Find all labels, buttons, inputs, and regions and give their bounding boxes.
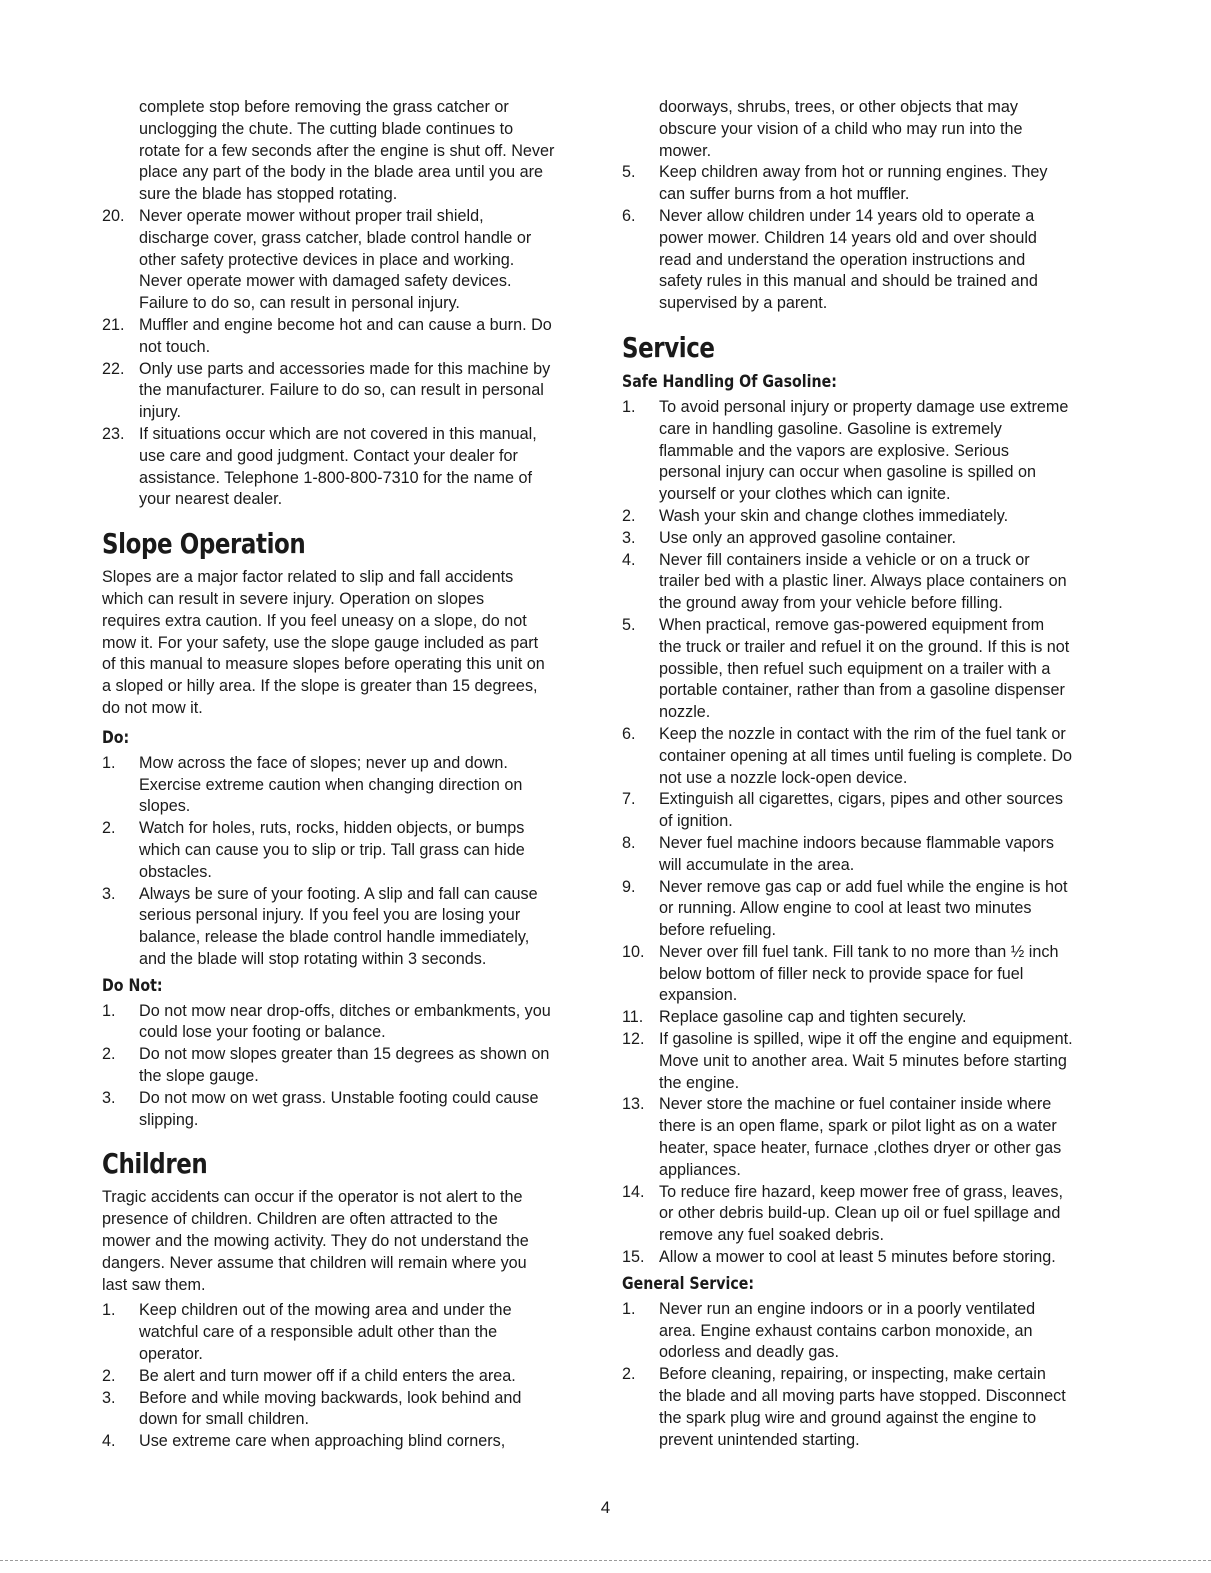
list-item	[622, 206, 1110, 315]
text-line: of this manual to measure slopes before operating this unit on	[102, 655, 545, 674]
general-service-list	[622, 1299, 1110, 1452]
list-item	[622, 162, 1110, 206]
item-text-line: power mower. Children 14 years old and over should	[659, 228, 1037, 247]
children-heading: Children	[102, 1147, 208, 1181]
list-item	[622, 789, 1110, 833]
item-text-line: Do not mow near drop-offs, ditches or embankments, you	[139, 1001, 551, 1020]
right-column	[622, 97, 1110, 1451]
item-text-line: discharge cover, grass catcher, blade control handle or	[139, 228, 532, 247]
item-text-line: If gasoline is spilled, wipe it off the engine and equipment.	[659, 1030, 1073, 1049]
item-number: 8.	[622, 833, 636, 852]
do-not-list	[102, 1001, 590, 1132]
item-text-line: the ground away from your vehicle before filling.	[659, 594, 1003, 613]
text-line: mow it. For your safety, use the slope gauge included as part	[102, 633, 539, 652]
item-number: 6.	[622, 724, 636, 743]
item-text-line: Before and while moving backwards, look behind and	[139, 1388, 522, 1407]
item-text-line: Do not mow slopes greater than 15 degrees as shown on	[139, 1045, 550, 1064]
item-text-line: read and understand the operation instructions and	[659, 250, 1026, 269]
item-text-line: down for small children.	[139, 1410, 310, 1429]
item-text-line: the truck or trailer and refuel it on the ground. If this is not	[659, 637, 1070, 656]
item-text-line: Move unit to another area. Wait 5 minutes before starting	[659, 1051, 1067, 1070]
item-text-line: If situations occur which are not covered in this manual,	[139, 424, 537, 443]
item-number: 1.	[622, 397, 636, 416]
item-number: 3.	[102, 1088, 116, 1107]
slope-intro-paragraph	[102, 567, 590, 720]
item-text-line: not use a nozzle lock-open device.	[659, 768, 908, 787]
item-text-line: Keep the nozzle in contact with the rim of the fuel tank or	[659, 724, 1066, 743]
item-number: 1.	[622, 1299, 636, 1318]
item-text-line: portable container, rather than from a gasoline dispenser	[659, 681, 1065, 700]
item-number: 23.	[102, 424, 125, 443]
continued-paragraph	[102, 97, 590, 206]
item-text-line: heater, space heater, furnace ,clothes dryer or other gas	[659, 1139, 1062, 1158]
item-text-line: care in handling gasoline. Gasoline is extremely	[659, 419, 1002, 438]
list-item	[102, 359, 590, 424]
item-text-line: Only use parts and accessories made for this machine by	[139, 359, 551, 378]
item-text-line: Always be sure of your footing. A slip and fall can cause	[139, 884, 538, 903]
page-number: 4	[600, 1498, 611, 1517]
list-item	[622, 877, 1110, 942]
list-item	[102, 315, 590, 359]
item-number: 4.	[622, 550, 636, 569]
item-number: 9.	[622, 877, 636, 896]
list-item	[622, 1364, 1110, 1451]
text-line: mower.	[659, 141, 712, 160]
text-line: complete stop before removing the grass catcher or	[139, 98, 509, 116]
list-item	[102, 753, 590, 818]
item-text-line: use care and good judgment. Contact your dealer for	[139, 446, 518, 465]
item-text-line: Allow a mower to cool at least 5 minutes before storing.	[659, 1248, 1056, 1267]
item-text-line: Mow across the face of slopes; never up and down.	[139, 753, 508, 772]
text-line: unclogging the chute. The cutting blade continues to	[139, 119, 514, 138]
item-text-line: expansion.	[659, 986, 738, 1005]
list-item	[102, 1300, 590, 1365]
item-text-line: Before cleaning, repairing, or inspecting, make certain	[659, 1365, 1046, 1384]
item-text-line: To reduce fire hazard, keep mower free of grass, leaves,	[659, 1182, 1063, 1201]
children-list-continued	[622, 162, 1110, 315]
item-number: 10.	[622, 942, 645, 961]
continued-children-item	[622, 97, 1110, 162]
item-number: 2.	[102, 1366, 116, 1385]
children-list	[102, 1300, 590, 1453]
item-text-line: injury.	[139, 403, 181, 422]
list-item	[622, 528, 1110, 550]
item-text-line: the manufacturer. Failure to do so, can result in personal	[139, 381, 544, 400]
item-text-line: container opening at all times until fueling is complete. Do	[659, 746, 1073, 765]
item-text-line: Never operate mower with damaged safety devices.	[139, 272, 512, 291]
list-item	[622, 1182, 1110, 1247]
list-item	[622, 833, 1110, 877]
item-number: 12.	[622, 1030, 645, 1049]
item-text-line: appliances.	[659, 1160, 741, 1179]
item-number: 2.	[102, 1045, 116, 1064]
item-text-line: the blade and all moving parts have stopped. Disconnect	[659, 1387, 1066, 1406]
item-text-line: Never fill containers inside a vehicle or on a truck or	[659, 550, 1030, 569]
do-not-heading: Do Not:	[102, 975, 163, 995]
list-item	[102, 818, 590, 883]
item-text-line: remove any fuel soaked debris.	[659, 1226, 884, 1245]
item-text-line: odorless and deadly gas.	[659, 1343, 839, 1362]
item-number: 2.	[622, 1365, 636, 1384]
item-text-line: Never remove gas cap or add fuel while the engine is hot	[659, 877, 1068, 896]
item-text-line: To avoid personal injury or property damage use extreme	[659, 397, 1069, 416]
item-text-line: nozzle.	[659, 703, 711, 722]
gasoline-heading: Safe Handling Of Gasoline:	[622, 371, 837, 391]
list-item	[622, 397, 1110, 506]
item-text-line: the engine.	[659, 1073, 740, 1092]
item-text-line: slipping.	[139, 1110, 199, 1129]
item-text-line: supervised by a parent.	[659, 294, 828, 313]
item-text-line: personal injury can occur when gasoline is spilled on	[659, 463, 1037, 482]
item-text-line: possible, then refuel such equipment on a trailer with a	[659, 659, 1051, 678]
item-number: 3.	[622, 528, 636, 547]
general-service-heading: General Service:	[622, 1273, 755, 1293]
item-text-line: Keep children away from hot or running engines. They	[659, 163, 1048, 182]
list-item	[622, 1299, 1110, 1364]
item-text-line: Never over fill fuel tank. Fill tank to no more than ½ inch	[659, 942, 1059, 961]
item-text-line: the slope gauge.	[139, 1067, 259, 1086]
item-text-line: below bottom of filler neck to provide space for fuel	[659, 964, 1024, 983]
list-item	[102, 1044, 590, 1088]
text-line: last saw them.	[102, 1275, 206, 1294]
item-text-line: other safety protective devices in place and working.	[139, 250, 515, 269]
item-text-line: or running. Allow engine to cool at least two minutes	[659, 899, 1032, 918]
item-number: 20.	[102, 206, 125, 225]
item-text-line: can suffer burns from a hot muffler.	[659, 185, 910, 204]
item-text-line: trailer bed with a plastic liner. Always place containers on	[659, 572, 1067, 591]
item-text-line: When practical, remove gas-powered equipment from	[659, 615, 1045, 634]
text-line: requires extra caution. If you feel uneasy on a slope, do not	[102, 611, 527, 630]
item-text-line: Keep children out of the mowing area and under the	[139, 1301, 512, 1320]
item-text-line: Wash your skin and change clothes immediately.	[659, 506, 1009, 525]
item-number: 1.	[102, 1301, 116, 1320]
left-column	[102, 97, 590, 1453]
list-item	[622, 1094, 1110, 1181]
item-text-line: or other debris build-up. Clean up oil or fuel spillage and	[659, 1204, 1061, 1223]
item-text-line: before refueling.	[659, 921, 776, 940]
item-text-line: will accumulate in the area.	[659, 855, 855, 874]
item-text-line: Use only an approved gasoline container.	[659, 528, 956, 547]
item-text-line: and the blade will stop rotating within 3 seconds.	[139, 949, 487, 968]
item-number: 2.	[102, 819, 116, 838]
item-text-line: of ignition.	[659, 812, 733, 831]
item-text-line: Muffler and engine become hot and can cause a burn. Do	[139, 315, 552, 334]
list-item	[622, 1029, 1110, 1094]
item-number: 13.	[622, 1095, 645, 1114]
item-text-line: there is an open flame, spark or pilot light as on a water	[659, 1117, 1057, 1136]
item-text-line: Watch for holes, ruts, rocks, hidden objects, or bumps	[139, 819, 525, 838]
item-text-line: Never operate mower without proper trail shield,	[139, 206, 484, 225]
service-heading: Service	[622, 330, 715, 364]
list-item	[102, 1388, 590, 1432]
item-text-line: yourself or your clothes which can ignite.	[659, 485, 951, 504]
item-number: 22.	[102, 359, 125, 378]
text-line: a sloped or hilly area. If the slope is greater than 15 degrees,	[102, 677, 538, 696]
list-item	[622, 1007, 1110, 1029]
item-text-line: assistance. Telephone 1-800-800-7310 for the name of	[139, 468, 532, 487]
list-item	[622, 1247, 1110, 1269]
list-item	[622, 615, 1110, 724]
item-text-line: safety rules in this manual and should be trained and	[659, 272, 1038, 291]
item-text-line: Use extreme care when approaching blind corners,	[139, 1432, 506, 1451]
item-number: 5.	[622, 615, 636, 634]
item-number: 1.	[102, 1001, 116, 1020]
list-item	[102, 1366, 590, 1388]
item-text-line: Be alert and turn mower off if a child enters the area.	[139, 1366, 516, 1385]
item-text-line: Never fuel machine indoors because flammable vapors	[659, 833, 1054, 852]
text-line: presence of children. Children are often attracted to the	[102, 1210, 498, 1229]
item-number: 4.	[102, 1432, 116, 1451]
text-line: mower and the mowing activity. They do not understand the	[102, 1232, 529, 1251]
text-line: do not mow it.	[102, 698, 203, 717]
list-item	[102, 1431, 590, 1453]
list-item	[102, 1001, 590, 1045]
text-line: sure the blade has stopped rotating.	[139, 185, 398, 204]
item-number: 5.	[622, 163, 636, 182]
item-number: 1.	[102, 753, 116, 772]
text-line: dangers. Never assume that children will remain where you	[102, 1253, 527, 1272]
do-list	[102, 753, 590, 971]
item-number: 3.	[102, 1388, 116, 1407]
list-item	[622, 724, 1110, 789]
bottom-rule	[0, 1560, 1211, 1561]
item-text-line: flammable and the vapors are explosive. Serious	[659, 441, 1010, 460]
item-text-line: operator.	[139, 1345, 203, 1364]
item-text-line: your nearest dealer.	[139, 490, 283, 509]
do-heading: Do:	[102, 727, 130, 747]
slope-operation-heading: Slope Operation	[102, 527, 306, 561]
item-text-line: area. Engine exhaust contains carbon monoxide, an	[659, 1321, 1033, 1340]
item-number: 6.	[622, 206, 636, 225]
item-number: 15.	[622, 1248, 645, 1267]
list-item	[102, 1088, 590, 1132]
item-text-line: Replace gasoline cap and tighten securely.	[659, 1008, 967, 1027]
item-number: 2.	[622, 506, 636, 525]
text-line: obscure your vision of a child who may run into the	[659, 119, 1023, 138]
item-text-line: balance, release the blade control handle immediately,	[139, 928, 530, 947]
safety-rules-list	[102, 206, 590, 511]
list-item	[622, 550, 1110, 615]
item-number: 7.	[622, 790, 636, 809]
item-text-line: Exercise extreme caution when changing direction on	[139, 775, 523, 794]
item-text-line: prevent unintended starting.	[659, 1430, 860, 1449]
item-number: 21.	[102, 315, 125, 334]
list-item	[102, 884, 590, 971]
text-line: rotate for a few seconds after the engine is shut off. Never	[139, 141, 555, 160]
item-text-line: Never store the machine or fuel container inside where	[659, 1095, 1052, 1114]
list-item	[622, 942, 1110, 1007]
item-text-line: the spark plug wire and ground against the engine to	[659, 1408, 1037, 1427]
text-line: Slopes are a major factor related to slip and fall accidents	[102, 568, 514, 587]
item-text-line: Never run an engine indoors or in a poorly ventilated	[659, 1299, 1036, 1318]
item-text-line: watchful care of a responsible adult other than the	[139, 1323, 498, 1342]
item-text-line: slopes.	[139, 797, 191, 816]
text-line: place any part of the body in the blade area until you are	[139, 163, 544, 182]
children-intro-paragraph	[102, 1187, 590, 1296]
item-text-line: not touch.	[139, 337, 211, 356]
item-text-line: serious personal injury. If you feel you are losing your	[139, 906, 521, 925]
text-line: doorways, shrubs, trees, or other objects that may	[659, 98, 1018, 116]
gasoline-list	[622, 397, 1110, 1269]
item-text-line: could lose your footing or balance.	[139, 1023, 386, 1042]
item-number: 11.	[622, 1008, 644, 1027]
list-item	[102, 424, 590, 511]
text-line: which can result in severe injury. Operation on slopes	[102, 589, 485, 608]
item-number: 14.	[622, 1182, 645, 1201]
item-text-line: Never allow children under 14 years old to operate a	[659, 206, 1035, 225]
item-text-line: obstacles.	[139, 862, 212, 881]
item-text-line: Failure to do so, can result in personal injury.	[139, 294, 460, 313]
list-item	[102, 206, 590, 315]
list-item	[622, 506, 1110, 528]
item-text-line: which can cause you to slip or trip. Tall grass can hide	[139, 840, 525, 859]
item-text-line: Extinguish all cigarettes, cigars, pipes and other sources	[659, 790, 1063, 809]
item-text-line: Do not mow on wet grass. Unstable footing could cause	[139, 1088, 539, 1107]
text-line: Tragic accidents can occur if the operator is not alert to the	[102, 1188, 523, 1207]
item-number: 3.	[102, 884, 116, 903]
